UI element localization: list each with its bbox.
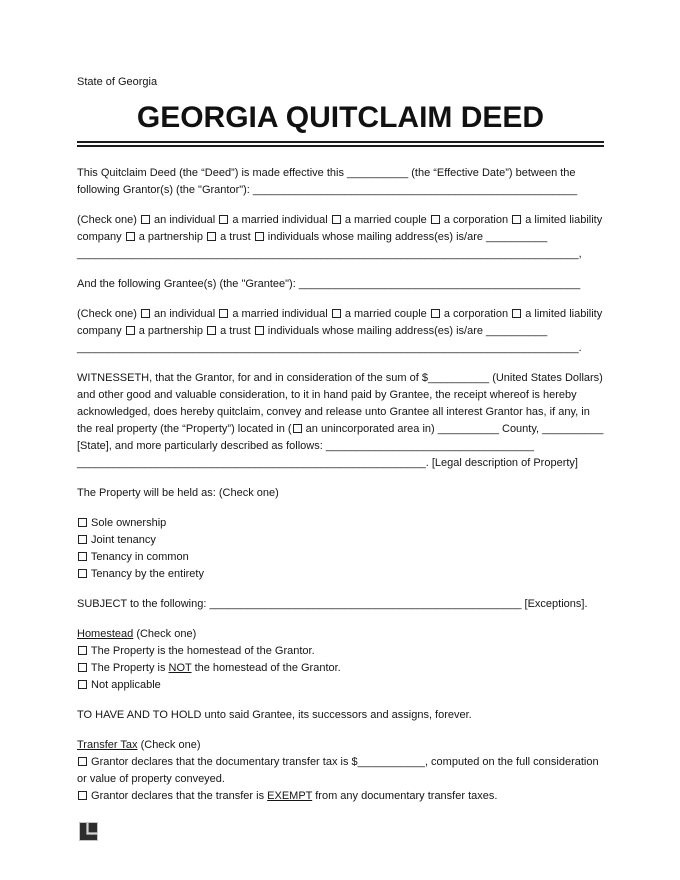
document-content xyxy=(77,0,604,818)
county-blank[interactable]: __________ xyxy=(437,423,499,435)
homestead-heading xyxy=(77,626,604,643)
text-run: Joint tenancy xyxy=(88,534,156,546)
transfer-tax-options-item xyxy=(77,754,604,788)
grantee-individual-checkbox[interactable] xyxy=(141,309,150,318)
intro-paragraph xyxy=(77,165,604,199)
legal-description-blank-2[interactable]: _________________________________________________________ xyxy=(77,457,426,469)
text-run: a limited liability company xyxy=(77,214,603,243)
text-run: (Check one) xyxy=(77,214,140,226)
grantee-type-paragraph xyxy=(77,306,604,357)
text-run: The Property is xyxy=(88,662,169,674)
text-run: , computed on the full consideration or value of property conveyed. xyxy=(77,756,599,785)
underlined-text: Transfer Tax xyxy=(77,739,138,751)
text-run: Sole ownership xyxy=(88,517,167,529)
grantee-paragraph xyxy=(77,276,604,293)
transfer-tax-computed-checkbox[interactable] xyxy=(78,757,87,766)
ownership-options-item xyxy=(77,566,604,583)
homestead-options-item xyxy=(77,643,604,660)
text-run: individuals whose mailing address(es) is/are xyxy=(264,231,487,243)
grantee-trust-checkbox[interactable] xyxy=(207,326,216,335)
homestead-options-item xyxy=(77,660,604,677)
text-run: (Check one) xyxy=(137,739,201,751)
grantor-individual-checkbox[interactable] xyxy=(141,215,150,224)
text-run: a trust xyxy=(217,231,254,243)
text-run: a married individual xyxy=(229,214,331,226)
effective-date-blank[interactable]: __________ xyxy=(347,167,409,179)
unincorporated-area-checkbox[interactable] xyxy=(293,424,302,433)
text-run: a married individual xyxy=(229,308,331,320)
tenancy-in-common-checkbox[interactable] xyxy=(78,552,87,561)
text-run: . xyxy=(578,342,582,354)
grantee-individuals-checkbox[interactable] xyxy=(255,326,264,335)
text-run: from any documentary transfer taxes. xyxy=(312,790,498,802)
transfer-tax-heading xyxy=(77,737,604,754)
grantee-married-couple-checkbox[interactable] xyxy=(332,309,341,318)
page-title: GEORGIA QUITCLAIM DEED xyxy=(136,101,545,134)
text-run: Tenancy in common xyxy=(88,551,189,563)
document-body xyxy=(77,165,604,805)
joint-tenancy-checkbox[interactable] xyxy=(78,535,87,544)
grantor-names-blank[interactable]: _____________________________________________________ xyxy=(252,184,578,196)
homestead-no-checkbox[interactable] xyxy=(78,663,87,672)
grantor-trust-checkbox[interactable] xyxy=(207,232,216,241)
state-label: State of Georgia xyxy=(77,76,158,88)
grantor-address-blank-1[interactable]: __________ xyxy=(486,231,548,243)
grantor-married-couple-checkbox[interactable] xyxy=(332,215,341,224)
text-run: WITNESSETH, that the Grantor, for and in consideration of the sum of $ xyxy=(77,372,428,384)
sole-ownership-checkbox[interactable] xyxy=(78,518,87,527)
held-as-heading xyxy=(77,485,604,502)
text-run: an individual xyxy=(150,308,219,320)
text-run: This Quitclaim Deed (the “Deed”) is made effective this xyxy=(77,167,348,179)
text-run: a married couple xyxy=(341,214,430,226)
grantee-address-blank-1[interactable]: __________ xyxy=(486,325,548,337)
text-run: a corporation xyxy=(440,214,512,226)
text-run: a partnership xyxy=(135,231,207,243)
grantor-type-paragraph xyxy=(77,212,604,263)
text-run: Grantor declares that the documentary transfer tax is $ xyxy=(88,756,358,768)
homestead-options-item xyxy=(77,677,604,694)
grantee-corporation-checkbox[interactable] xyxy=(431,309,440,318)
grantor-corporation-checkbox[interactable] xyxy=(431,215,440,224)
legaltemplates-logo-icon xyxy=(79,822,99,842)
text-run: SUBJECT to the following: xyxy=(77,598,210,610)
grantee-address-blank-2[interactable]: __________________________________________________________________________________ xyxy=(77,342,579,354)
text-run: a trust xyxy=(217,325,254,337)
text-run: an individual xyxy=(150,214,219,226)
text-run: the homestead of the Grantor. xyxy=(191,662,341,674)
exceptions-blank[interactable]: ___________________________________________________ xyxy=(209,598,522,610)
text-run: (the “Effective Date”) between the following Grantor(s) (the "Grantor"): xyxy=(77,167,576,196)
grantee-married-individual-checkbox[interactable] xyxy=(219,309,228,318)
text-run: individuals whose mailing address(es) is/are xyxy=(264,325,487,337)
text-run: (United States Dollars) and other good and valuable consideration, to it in hand paid by Grantee, the receipt whereof is hereby acknowledged, does hereby quitclaim, convey and release unto Grantee all interest Grantor has, if any, in the real property (the “Property”) located in ( xyxy=(77,372,603,435)
text-run: a limited liability company xyxy=(77,308,603,337)
text-run: a corporation xyxy=(440,308,512,320)
text-run: The Property will be held as: (Check one) xyxy=(77,487,279,499)
text-run: County, xyxy=(498,423,543,435)
underlined-text: EXEMPT xyxy=(267,790,313,802)
grantee-llc-checkbox[interactable] xyxy=(512,309,521,318)
homestead-yes-checkbox[interactable] xyxy=(78,646,87,655)
text-run: , xyxy=(578,248,582,260)
legaltemplates-logo xyxy=(79,822,99,842)
ownership-options xyxy=(77,515,604,583)
text-run: (Check one) xyxy=(77,308,140,320)
ownership-options-item xyxy=(77,515,604,532)
transfer-tax-exempt-checkbox[interactable] xyxy=(78,791,87,800)
grantor-address-blank-2[interactable]: __________________________________________________________________________________ xyxy=(77,248,579,260)
habendum-paragraph xyxy=(77,707,604,724)
consideration-amount-blank[interactable]: __________ xyxy=(427,372,490,384)
grantor-married-individual-checkbox[interactable] xyxy=(219,215,228,224)
grantor-llc-checkbox[interactable] xyxy=(512,215,521,224)
transfer-tax-options xyxy=(77,754,604,805)
text-run: (Check one) xyxy=(133,628,197,640)
witnesseth-paragraph xyxy=(77,370,604,472)
text-run: TO HAVE AND TO HOLD unto said Grantee, its successors and assigns, forever. xyxy=(77,709,472,721)
ownership-options-item xyxy=(77,532,604,549)
text-run: a married couple xyxy=(341,308,430,320)
text-run: The Property is the homestead of the Grantor. xyxy=(88,645,315,657)
text-run: [Exceptions]. xyxy=(521,598,588,610)
legal-description-blank-1[interactable]: __________________________________ xyxy=(325,440,534,452)
underlined-text: Homestead xyxy=(77,628,134,640)
text-run: an unincorporated area in) xyxy=(302,423,438,435)
text-run: Tenancy by the entirety xyxy=(88,568,204,580)
text-run: Grantor declares that the transfer is xyxy=(88,790,268,802)
subject-paragraph xyxy=(77,596,604,613)
transfer-tax-options-item xyxy=(77,788,604,805)
transfer-tax-amount-blank[interactable]: ___________ xyxy=(357,756,425,768)
text-run: [State], and more particularly described as follows: xyxy=(77,440,326,452)
grantee-partnership-checkbox[interactable] xyxy=(126,326,135,335)
homestead-options xyxy=(77,643,604,694)
homestead-not-applicable-checkbox[interactable] xyxy=(78,680,87,689)
grantee-names-blank[interactable]: ______________________________________________ xyxy=(298,278,581,290)
text-run: Not applicable xyxy=(88,679,161,691)
state-blank[interactable]: __________ xyxy=(542,423,604,435)
underlined-text: NOT xyxy=(168,662,192,674)
ownership-options-item xyxy=(77,549,604,566)
title-rule xyxy=(77,141,604,147)
text-run: And the following Grantee(s) (the "Grantee"): xyxy=(77,278,299,290)
text-run: a partnership xyxy=(135,325,207,337)
tenancy-by-entirety-checkbox[interactable] xyxy=(78,569,87,578)
grantor-individuals-checkbox[interactable] xyxy=(255,232,264,241)
grantor-partnership-checkbox[interactable] xyxy=(126,232,135,241)
text-run: . [Legal description of Property] xyxy=(425,457,578,469)
